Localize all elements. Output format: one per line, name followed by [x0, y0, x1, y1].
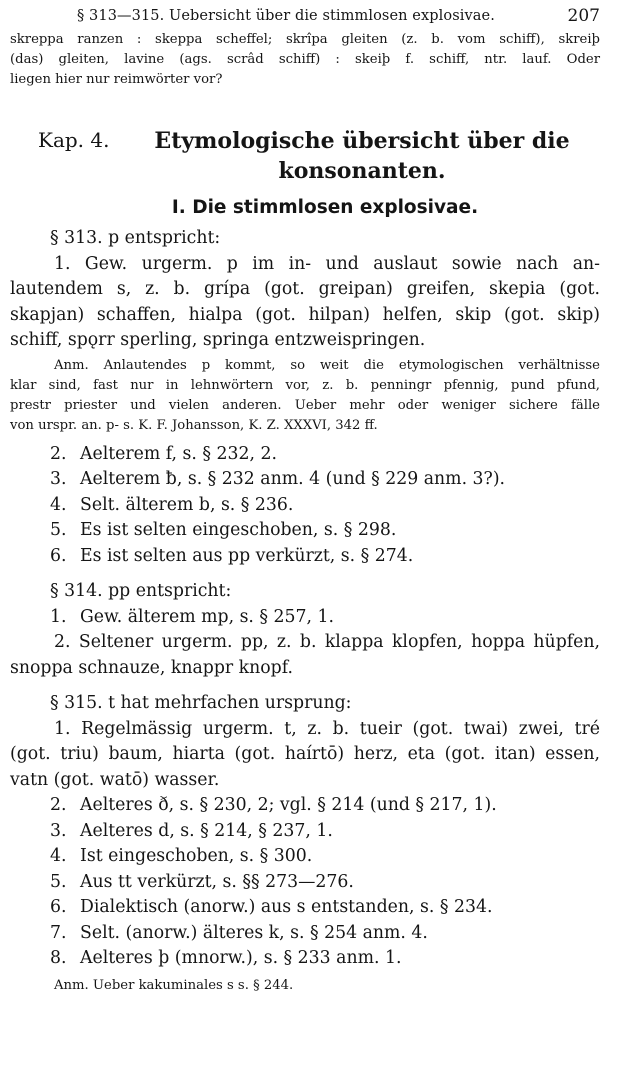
text-line: prestr priester und vielen anderen. Ueber mehr oder weniger sichere fälle	[10, 397, 600, 413]
list-item: 8. Aelteres þ (mnorw.), s. § 233 anm. 1.	[50, 948, 402, 968]
text-line: schiff, spǫrr sperling, springa entzweispringen.	[10, 330, 426, 350]
text-line: (das) gleiten, lavine (ags. scrâd schiff) : skeiþ f. schiff, ntr. lauf. Oder	[10, 52, 600, 67]
chapter-label: Kap. 4.	[38, 128, 110, 152]
section-heading: I. Die stimmlosen explosivae.	[171, 197, 479, 218]
text-line: klar sind, fast nur in lehnwörtern vor, z. b. penningr pfennig, pund pfund,	[10, 377, 600, 393]
list-item: 2. Aelterem f, s. § 232, 2.	[50, 443, 277, 464]
text-line: 1. Regelmässig urgerm. t, z. b. tueir (got. twai) zwei, tré	[54, 718, 600, 739]
note-313	[10, 356, 600, 436]
list-item: 5. Aus tt verkürzt, s. §§ 273—276.	[50, 871, 354, 892]
list-item: 4. Ist eingeschoben, s. § 300.	[50, 846, 313, 866]
note-315: Anm. Ueber kakuminales s s. § 244.	[54, 977, 294, 993]
text-line: vatn (got. watō) wasser.	[10, 769, 220, 790]
text-line: liegen hier nur reimwörter vor?	[10, 72, 223, 87]
chapter-title	[142, 126, 582, 186]
paragraph-314-heading: § 314. pp entspricht:	[50, 581, 232, 601]
text-line: von urspr. an. p- s. K. F. Johansson, K. Z. XXXVI, 342 ff.	[10, 417, 378, 433]
list-item: 7. Selt. (anorw.) älteres k, s. § 254 anm. 4.	[50, 922, 428, 943]
list-item: 6. Dialektisch (anorw.) aus s entstanden, s. § 234.	[50, 897, 493, 917]
running-header	[10, 4, 600, 30]
paragraph-314-item-2	[10, 630, 600, 681]
list-item: 4. Selt. älterem b, s. § 236.	[50, 494, 294, 515]
paragraph-313-heading: § 313. p entspricht:	[50, 228, 221, 248]
chapter-title-line: Etymologische übersicht über die	[154, 128, 570, 154]
text-line: (got. triu) baum, hiarta (got. haírtō) herz, eta (got. itan) essen,	[10, 744, 600, 764]
text-line: 2. Seltener urgerm. pp, z. b. klappa klopfen, hoppa hüpfen,	[54, 632, 600, 652]
book-page	[10, 4, 600, 996]
text-line: skreppa ranzen : skeppa scheffel; skrîpa gleiten (z. b. vom schiff), skreiþ	[10, 32, 600, 47]
chapter-title-line: konsonanten.	[278, 158, 446, 184]
list-item: 3. Aelteres d, s. § 214, § 237, 1.	[50, 820, 333, 841]
text-line: snoppa schnauze, knappr knopf.	[10, 657, 294, 678]
list-item: 2. Aelteres ð, s. § 230, 2; vgl. § 214 (und § 217, 1).	[50, 795, 497, 815]
text-line: skapjan) schaffen, hialpa (got. hilpan) helfen, skip (got. skip)	[10, 304, 600, 325]
paragraph-313-item-1	[10, 252, 600, 354]
header-title: § 313—315. Uebersicht über die stimmlosen explosivae.	[77, 8, 495, 24]
text-line: lautendem s, z. b. grípa (got. greipan) greifen, skepia (got.	[10, 279, 600, 299]
text-line: Anm. Anlautendes p kommt, so weit die etymologischen verhältnisse	[54, 357, 600, 373]
paragraph-315-item-1	[10, 717, 600, 794]
text-line: 1. Gew. urgerm. p im in- und auslaut sowie nach an-	[54, 253, 600, 274]
chapter-heading	[10, 126, 600, 188]
paragraph-315-heading: § 315. t hat mehrfachen ursprung:	[50, 693, 352, 713]
list-item: 3. Aelterem ƀ, s. § 232 anm. 4 (und § 229 anm. 3?).	[50, 469, 506, 489]
list-item: 5. Es ist selten eingeschoben, s. § 298.	[50, 520, 397, 540]
list-item: 1. Gew. älterem mp, s. § 257, 1.	[50, 606, 335, 627]
list-item: 6. Es ist selten aus pp verkürzt, s. § 274.	[50, 545, 414, 566]
intro-paragraph	[10, 30, 600, 90]
page-number: 207	[567, 6, 600, 26]
